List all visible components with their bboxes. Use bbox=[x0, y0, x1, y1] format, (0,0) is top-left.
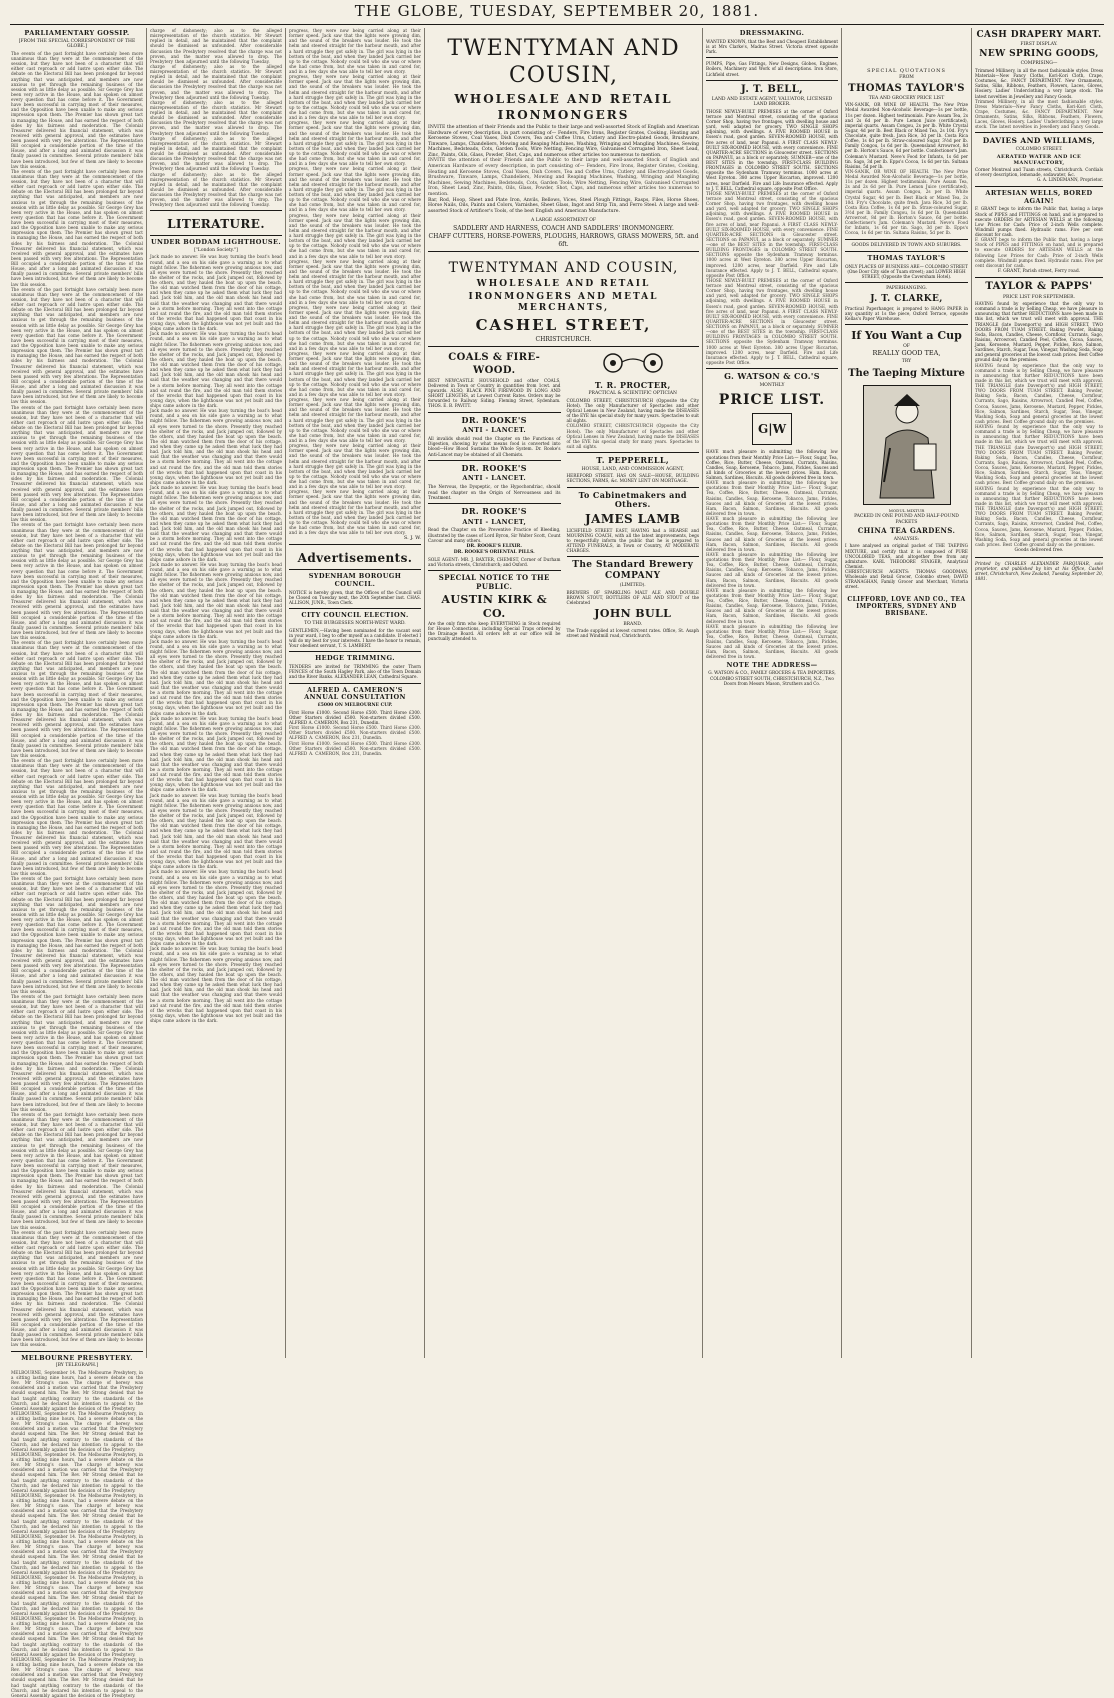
section-heading-advertisements: Advertisements. bbox=[297, 551, 413, 566]
ad-body-repeat: Trimmed Millinery, in all the most fashionable styles. Dress Materials—New Fancy Cloths, Kori-Kori Cloth, Crape, Costumes, &c. FANCY DEPARTMENT. New Ornaments, Satins, Silks, Ribbons, Feathers, Flowers, Laces, Gloves, Hosiery. Ladies' Underclothing a very large stock. The latest novelties in Jewellery and Fancy Goods. bbox=[975, 98, 1103, 130]
ad-subtitle: OF bbox=[903, 343, 910, 349]
article-body-repeat: MELBOURNE, September 14. The Melbourne Presbytery, in a sitting lasting nine hours, had a severe debate on the Rev. Mr Strong's case. The charge of heresy was considered and a motion was carried that the Presbytery should suspend him. The Rev. Mr Strong denied that he had taught anything contrary to the standards of the Church, and he declared his intention to appeal to the General Assembly against the decision of the Presbytery. bbox=[11, 1492, 143, 1534]
ad-subtitle: WHOLESALE AND RETAIL bbox=[476, 278, 651, 289]
divider bbox=[975, 132, 1103, 133]
ad-title-brewery: The Standard Brewery COMPANY bbox=[572, 560, 694, 582]
story-body: progress, they were now being carried along at their former speed. Jack saw that the lights were growing dim, and the sound of the breakers was louder. He took the helm and steered straight for the harbour mouth, and after a hard struggle they got safely in. The girl was lying in the bottom of the boat, and when they landed Jack carried her up to the cottage. Nobody could tell who she was or where she had come from, but she was taken in and cared for, and in a few days she was able to tell her own story. bbox=[289, 28, 421, 74]
ad-title: AERATED WATER AND ICE MANUFACTORY, bbox=[996, 154, 1082, 167]
article-body: MELBOURNE, September 14. The Melbourne Presbytery, in a sitting lasting nine hours, had a severe debate on the Rev. Mr Strong's case. The charge of heresy was considered and a motion was carried that the Presbytery should suspend him. The Rev. Mr Strong denied that he had taught anything contrary to the standards of the Church, and he declared his intention to appeal to the General Assembly against the decision of the Presbytery. bbox=[11, 1369, 143, 1411]
divider bbox=[428, 346, 699, 347]
article-body-repeat: The events of the past fortnight have certainly been more unanimous than they were at the commencement of the session, but they have not been of a character that will either cast reproach or add lustre upon either side. The debate on the Electoral Bill has been prolonged far beyond anything that was anticipated, and members are now anxious to get through the remaining business of the session with as little delay as possible. Sir George Grey has been very active in the House, and has spoken on almost every question that has come before it. The Government have been successful in carrying most of their measures, and the Opposition have been unable to make any serious impression upon them. The Premier has shown great tact in managing the House, and has earned the respect of both sides by his fairness and moderation. The Colonial Treasurer delivered his financial statement, which was received with general approval, and the estimates have been passed with very few alterations. The Representation Bill occupied a considerable portion of the time of the House, and after a long and animated discussion it was finally passed in committee. Several private members' bills have been introduced, but few of them are likely to become law this session. bbox=[11, 1111, 143, 1230]
ad-body: Bar, Rod, Hoop, Sheet and Plate Iron, Anvils, Bellows, Vices, Steel Plough Fittings, Rasps, Files, Horse Shoes, Horse Nails, Oils, Paints and Colors, Varnishes, Sheet Glass, Ingot and Strip Tin, and Ferro Steel. A large and well-assorted Stock of Artificer's Tools, of the best English and American Manufacture. bbox=[428, 197, 699, 214]
ad-subtitle: REALLY GOOD TEA, bbox=[872, 349, 941, 357]
ad-title-bell: J. T. BELL, bbox=[740, 83, 804, 95]
ad-title: CHINA TEA GARDENS. bbox=[857, 526, 956, 536]
ad-signature: G. A. LINDEMANN, Proprietor. bbox=[1036, 177, 1103, 183]
ad-body: WANTED KNOWN, that the Best and Cheapest Establishment is at Mrs Clarke's, Madras Street. Victoria street opposite Park. bbox=[706, 38, 838, 55]
tea-merchant-illustration bbox=[864, 386, 950, 504]
ad-body: I have analysed an original packet of THE TAEPING MIXTURE, and certify that it is composed of PURE UNCOLORED TEAS, and altogether free from any admixture. KARL THEODORE STAIGER, Analytical Chemist. bbox=[845, 543, 968, 569]
ad-body: HAVING found by experience that the only way to command a trade is by Selling Cheap, we have pleasure in announcing that further REDUCTIONS have been made in this list, which we trust will meet with approval. THE TRIANGLE (late Davenport's) and HIGH STREET, TWO DOORS FROM TUAM STREET. Baking Powder, Baking Soda, Bacon, Candles, Cheese, Cornflour, Currants, Sago, Raisins, Arrowroot, Candied Peel, Coffee, Cocoa, Sauces, Jams, Kerosene, Mustard, Pepper, Pickles, Rice, Salmon, Sardines, Starch, Sugar, Teas, Vinegar, Washing Soda, Soap and general groceries at the lowest cash prices. Best Coffee ground daily on the premises. bbox=[975, 301, 1103, 363]
ad-body: The Nervous, the Dyspeptic, or the Hypochondriac, should read the chapter on the Origin of Nervousness and its Treatment. bbox=[428, 484, 561, 500]
ad-subtitle: PRACTICAL & SCIENTIFIC OPTICIAN bbox=[588, 391, 677, 397]
ad-title-watson: G. WATSON & CO.'S bbox=[724, 371, 820, 382]
ad-subtitle: COLOMBO STREET. bbox=[1015, 146, 1063, 152]
story-body-repeat: progress, they were now being carried along at their former speed. Jack saw that the lights were growing dim, and the sound of the breakers was louder. He took the helm and steered straight for the harbour mouth, and after a hard struggle they got safely in. The girl was lying in the bottom of the boat, and when they landed Jack carried her up to the cottage. Nobody could tell who she was or where she had come from, but she was taken in and cared for, and in a few days she was able to tell her own story. bbox=[289, 443, 421, 490]
spectacles-icon bbox=[567, 352, 700, 378]
story-body-repeat: Jack made no answer. He was busy turning the boat's head round, and a sea on his side gave a warning as to what might follow. The fishermen were growing anxious now, and all eyes were turned to the shore. Presently they reached the shelter of the rocks, and Jack jumped out, followed by the others, and they hauled the boat up upon the beach. The old man watched them from the door of his cottage, and when they came up he asked them what luck they had had. Jack told him, and the old man shook his head and said that the weather was changing and that there would be a storm before morning. They all went into the cottage and sat round the fire, and the old man told them stories of the wrecks that had happened upon that coast in his young days, when the lighthouse was not yet built and the ships came ashore in the dark. bbox=[150, 408, 282, 485]
story-body-repeat: progress, they were now being carried along at their former speed. Jack saw that the lights were growing dim, and the sound of the breakers was louder. He took the helm and steered straight for the harbour mouth, and after a hard struggle they got safely in. The girl was lying in the bottom of the boat, and when they landed Jack carried her up to the cottage. Nobody could tell who she was or where she had come from, but she was taken in and cared for, and in a few days she was able to tell her own story. bbox=[289, 350, 421, 397]
ad-body: Read the Chapter on the Preventive Practice of Bleeding, illustrated by the cases of Lord Byron, Sir Walter Scott, Count Cavour and many others. bbox=[428, 527, 561, 543]
ad-body: HEREFORD STREET. HAS ON SALE—HOUSE, BUILDING SECTIONS, FARMS, &c. MONEY LENT ON MORTGAGE. bbox=[566, 473, 699, 484]
article-body-repeat: The events of the past fortnight have certainly been more unanimous than they were at the commencement of the session, but they have not been of a character that will either cast reproach or add lustre upon either side. The debate on the Electoral Bill has been prolonged far beyond anything that was anticipated, and members are now anxious to get through the remaining business of the session with as little delay as possible. Sir George Grey has been very active in the House, and has spoken on almost every question that has come before it. The Government have been successful in carrying most of their measures, and the Opposition have been unable to make any serious impression upon them. The Premier has shown great tact in managing the House, and has earned the respect of both sides by his fairness and moderation. The Colonial Treasurer delivered his financial statement, which was received with general approval, and the estimates have been passed with very few alterations. The Representation Bill occupied a considerable portion of the time of the House, and after a long and animated discussion it was finally passed in committee. Several private members' bills have been introduced, but few of them are likely to become law this session. bbox=[11, 1229, 143, 1348]
ad-body: INVITE the attention of their Friends and the Public to their large and well-assorted Stock of English and American Hardware of every description, in part consisting of— Fenders, Fire Irons, Register Grates, Cooking, Heating and Kerosene Stoves, Coal Vases, Dish Covers, Tea and Coffee Urns, Cutlery and Electro-plated Goods, Brushware, Tinware, Lamps, Chandeliers, Mowing and Reaping Machines, Washing, Wringing and Mangling Machines, Sewing Machines, Bedsteads, Cots, Garden Tools, Wire Netting, Fencing Wire, Galvanised Corrugated Iron, Sheet Lead, Zinc, Paints, Oils, Glass, Powder, Shot, Caps, and numerous other articles too numerous to mention. bbox=[428, 124, 699, 158]
ad-subtitle: ANALYSIS: bbox=[893, 536, 920, 542]
ad-body: BEST NEWCASTLE HOUSEHOLD and other COALS, Delivered in Town or Country in quantities from 1cwt. and upwards. ALSO, BLACK PINE FIREWOOD IN LONG AND SHORT LENGTHS, at Lowest Current Rates. Orders may be forwarded to Railway Siding. Fleming Street, Sydenham. THOS. E. B. PAVITT. bbox=[428, 377, 561, 409]
divider bbox=[289, 683, 421, 684]
divider bbox=[428, 412, 561, 413]
story-body-repeat: Jack made no answer. He was busy turning the boat's head round, and a sea on his side gave a warning as to what might follow. The fishermen were growing anxious now, and all eyes were turned to the shore. Presently they reached the shelter of the rocks, and Jack jumped out, followed by the others, and they hauled the boat up upon the beach. The old man watched them from the door of his cottage, and when they came up he asked them what luck they had had. Jack told him, and the old man shook his head and said that the weather was changing and that there would be a storm before morning. They all went into the cottage and sat round the fire, and the old man told them stories of the wrecks that had happened upon that coast in his young days, when the lighthouse was not yet built and the ships came ashore in the dark. bbox=[150, 485, 282, 562]
column-3 bbox=[286, 28, 425, 1358]
divider bbox=[845, 282, 968, 283]
ad-line: GOODS DELIVERED IN TOWN AND SUBURBS. bbox=[851, 242, 962, 248]
divider bbox=[428, 570, 561, 571]
divider bbox=[706, 80, 838, 81]
story-body-repeat: progress, they were now being carried along at their former speed. Jack saw that the lights were growing dim, and the sound of the breakers was louder. He took the helm and steered straight for the harbour mouth, and after a hard struggle they got safely in. The girl was lying in the bottom of the boat, and when they landed Jack carried her up to the cottage. Nobody could tell who she was or where she had come from, but she was taken in and cared for, and in a few days she was able to tell her own story. bbox=[289, 212, 421, 259]
ad-line: PACKED IN ONE POUND AND HALF-POUND PACKETS bbox=[854, 514, 959, 525]
story-source: ["London Society."] bbox=[194, 247, 238, 253]
story-body-repeat: progress, they were now being carried along at their former speed. Jack saw that the lights were growing dim, and the sound of the breakers was louder. He took the helm and steered straight for the harbour mouth, and after a hard struggle they got safely in. The girl was lying in the bottom of the boat, and when they landed Jack carried her up to the cottage. Nobody could tell who she was or where she had come from, but she was taken in and cared for, and in a few days she was able to tell her own story. bbox=[289, 74, 421, 121]
ad-title: SPECIAL NOTICE TO THE PUBLIC. bbox=[438, 573, 550, 591]
price-list-title: PRICE LIST. bbox=[718, 392, 826, 409]
article-body-repeat: MELBOURNE, September 14. The Melbourne Presbytery, in a sitting lasting nine hours, had a severe debate on the Rev. Mr Strong's case. The charge of heresy was considered and a motion was carried that the Presbytery should suspend him. The Rev. Mr Strong denied that he had taught anything contrary to the standards of the Church, and he declared his intention to appeal to the General Assembly against the decision of the Presbytery. bbox=[11, 1533, 143, 1575]
story-body-repeat: progress, they were now being carried along at their former speed. Jack saw that the lights were growing dim, and the sound of the breakers was louder. He took the helm and steered straight for the harbour mouth, and after a hard struggle they got safely in. The girl was lying in the bottom of the boat, and when they landed Jack carried her up to the cottage. Nobody could tell who she was or where she had come from, but she was taken in and cared for, and in a few days she was able to tell her own story. bbox=[289, 258, 421, 305]
ad-subtitle: ANTI - LANCET. bbox=[462, 426, 527, 435]
ad-line: DR. ROOKE'S ORIENTAL PILLS. bbox=[453, 550, 535, 556]
tea-merchant-illustration bbox=[863, 385, 951, 505]
ad-title-kirk: AUSTIN KIRK & CO. bbox=[441, 593, 548, 620]
ad-list-item: SADDLERY AND HARNESS, COACH AND SADDLERS' IRONMONGERY. bbox=[453, 224, 674, 232]
divider bbox=[289, 608, 421, 609]
ad-address: G. WATSON & CO., FAMILY GROCERS & TEA IMPORTERS, COLOMBO STREET SOUTH, CHRISTCHURCH, N.Z., Two Doors from Messrs Mason, Struthers and Co. bbox=[708, 670, 836, 686]
ad-subtitle: FIRST DISPLAY. bbox=[1020, 41, 1058, 47]
divider bbox=[567, 487, 700, 488]
ads-two-column bbox=[428, 350, 699, 641]
ad-body-repeat: HAVE much pleasure in submitting the following low quotations from their Monthly Price List:— Flour, Sugar, Tea, Coffee, Rice, Butter, Cheese, Oatmeal, Currants, Raisins, Candles, Soap, Kerosene, Tobacco, Jams, Pickles, Sauces and all kinds of Groceries at the lowest prices. Ham, Bacon, Salmon, Sardines, Biscuits. All goods delivered free in town. bbox=[706, 551, 838, 588]
packet-label: MODUL MIXTUR bbox=[888, 507, 925, 513]
ad-subtitle: MONTHLY bbox=[759, 382, 785, 388]
story-body-repeat: progress, they were now being carried along at their former speed. Jack saw that the lights were growing dim, and the sound of the breakers was louder. He took the helm and steered straight for the harbour mouth, and after a hard struggle they got safely in. The girl was lying in the bottom of the boat, and when they landed Jack carried her up to the cottage. Nobody could tell who she was or where she had come from, but she was taken in and cared for, and in a few days she was able to tell her own story. bbox=[289, 120, 421, 167]
ad-body: SOLE AGENT: MR. J. BAXTER, CHEMIST, Corner of Durham and Victoria streets, Christchurch; and Oxford. bbox=[428, 556, 561, 567]
ad-body-repeat: HAVING found by experience that the only way to command a trade is by Selling Cheap, we have pleasure in announcing that further REDUCTIONS have been made in this list, which we trust will meet with approval. THE TRIANGLE (late Davenport's) and HIGH STREET, TWO DOORS FROM TUAM STREET. Baking Powder, Baking Soda, Bacon, Candles, Cheese, Cornflour, Currants, Sago, Raisins, Arrowroot, Candied Peel, Coffee, Cocoa, Sauces, Jams, Kerosene, Mustard, Pepper, Pickles, Rice, Salmon, Sardines, Starch, Sugar, Teas, Vinegar, Washing Soda, Soap and general groceries at the lowest cash prices. Best Coffee ground daily on the premises. bbox=[975, 424, 1103, 486]
ad-subtitle: HOUSE, LAND, AND COMMISSION AGENT, bbox=[581, 466, 684, 472]
ad-body-repeat: First Horse £1000. Second Horse £500. Third Horse £300. Other Starters divided £500. Non-starters divided £500. ALFRED A. CAMERON, Box 231, Dunedin. bbox=[289, 740, 421, 756]
ad-body-repeat: HAVING found by experience that the only way to command a trade is by Selling Cheap, we have pleasure in announcing that further REDUCTIONS have been made in this list, which we trust will meet with approval. THE TRIANGLE (late Davenport's) and HIGH STREET, TWO DOORS FROM TUAM STREET. Baking Powder, Baking Soda, Bacon, Candles, Cheese, Cornflour, Currants, Sago, Raisins, Arrowroot, Candied Peel, Coffee, Cocoa, Sauces, Jams, Kerosene, Mustard, Pepper, Pickles, Rice, Salmon, Sardines, Starch, Sugar, Teas, Vinegar, Washing Soda, Soap and general groceries at the lowest cash prices. Best Coffee ground daily on the premises. bbox=[975, 485, 1103, 547]
newspaper-page bbox=[8, 28, 1106, 1698]
ad-heading: PAPERHANGING. bbox=[886, 286, 927, 292]
ad-subtitle: TRY bbox=[901, 358, 912, 364]
column-4 bbox=[425, 28, 703, 1358]
article-body-repeat: MELBOURNE, September 14. The Melbourne Presbytery, in a sitting lasting nine hours, had a severe debate on the Rev. Mr Strong's case. The charge of heresy was considered and a motion was carried that the Presbytery should suspend him. The Rev. Mr Strong denied that he had taught anything contrary to the standards of the Church, and he declared his intention to appeal to the General Assembly against the decision of the Presbytery. bbox=[11, 1451, 143, 1493]
ad-title: ARTESIAN WELLS, BORED AGAIN! bbox=[985, 188, 1093, 205]
divider bbox=[289, 544, 421, 545]
ad-body: LICHFIELD STREET EAST, HAVING had a HEARSE and MOURNING COACH, with all the latest improvements, begs to respectfully inform the public that he is prepared to ATTEND FUNERALS, in Town or Country, AT MODERATE CHARGES. bbox=[566, 527, 699, 554]
article-body-repeat: The events of the past fortnight have certainly been more unanimous than they were at the commencement of the session, but they have not been of a character that will either cast reproach or add lustre upon either side. The debate on the Electoral Bill has been prolonged far beyond anything that was anticipated, and members are now anxious to get through the remaining business of the session with as little delay as possible. Sir George Grey has been very active in the House, and has spoken on almost every question that has come before it. The Government have been successful in carrying most of their measures, and the Opposition have been unable to make any serious impression upon them. The Premier has shown great tact in managing the House, and has earned the respect of both sides by his fairness and moderation. The Colonial Treasurer delivered his financial statement, which was received with general approval, and the estimates have been passed with very few alterations. The Representation Bill occupied a considerable portion of the time of the House, and after a long and animated discussion it was finally passed in committee. Several private members' bills have been introduced, but few of them are likely to become law this session. bbox=[11, 404, 143, 523]
ad-body: TENDERS are invited for TRIMMING the outer Thorn FENCES of the South Hagley Park, also of the Town Domain and the River Banks. ALEXANDER LEAN, Cathedral Square. bbox=[289, 664, 421, 680]
ad-title-john-bull: JOHN BULL bbox=[594, 607, 672, 621]
ad-subtitle: CASHEL STREET, bbox=[475, 315, 652, 334]
ad-title: DR. ROOKE'S bbox=[461, 462, 527, 473]
ad-body-repeat: VIN-SANIK, OR WINE OF HEALTH. The New Prize Medal Awarded Non-Alcoholic Beverage—1s per bottle, 11s per dozen. Highest testimonials. Pure Assam Tea, 2s and 2s 6d per lb. Pure Lemon Juice (certificated), imperial quarts. Assam Congou, 2s per lb. White Crystal Sugar, 4d per lb. Best Black or Mixed Tea, 2s 10d. Fry's Chocolate, quite fresh. Java Rice, 3d per lb. Costa Rica Coffee, 1s 6d per lb. Straw-coloured Sugar, 3½d per lb. Family Congou, 1s 6d per lb. Queensland Arrowroot, 8d per lb. Horton's Sauce, 6d per bottle. Confectioner's Jam. Coleman's Mustard. Neve's Food for Infants, 1s 6d per tin. Sago, 3d per lb. Epps's Cocoa, 1s 6d per tin. Sultana Raisins, 5d per lb. bbox=[845, 168, 968, 236]
ad-body: GENTLEMEN,—Having been nominated for the vacant seat in your ward, I beg to offer myself as a candidate. If elected I will do my best for your interests. I have the honor to remain, Your obedient servant, T. S. LAMBERT. bbox=[289, 627, 421, 649]
ad-footer: NOTE THE ADDRESS— bbox=[726, 660, 818, 669]
article-body: The events of the past fortnight have certainly been more unanimous than they were at the commencement of the session, but they have not been of a character that will either cast reproach or add lustre upon either side. The debate on the Electoral Bill has been prolonged far beyond anything that was anticipated, and members are now anxious to get through the remaining business of the session with as little delay as possible. Sir George Grey has been very active in the House, and has spoken on almost every question that has come before it. The Government have been successful in carrying most of their measures, and the Opposition have been unable to make any serious impression upon them. The Premier has shown great tact in managing the House, and has earned the respect of both sides by his fairness and moderation. The Colonial Treasurer delivered his financial statement, which was received with general approval, and the estimates have been passed with very few alterations. The Representation Bill occupied a considerable portion of the time of the House, and after a long and animated discussion it was finally passed in committee. Several private members' bills have been introduced, but few of them are likely to become law this session. bbox=[11, 50, 143, 169]
divider bbox=[150, 235, 282, 236]
ad-body: Are the only firm who keep EVERYTHING in Stock required for House Connections, including Special Traps ordered by the Drainage Board. All orders left at our office will be punctually attended to. bbox=[428, 620, 561, 642]
column-1 bbox=[8, 28, 147, 1698]
article-body-repeat: The events of the past fortnight have certainly been more unanimous than they were at the commencement of the session, but they have not been of a character that will either cast reproach or add lustre upon either side. The debate on the Electoral Bill has been prolonged far beyond anything that was anticipated, and members are now anxious to get through the remaining business of the session with as little delay as possible. Sir George Grey has been very active in the House, and has spoken on almost every question that has come before it. The Government have been successful in carrying most of their measures, and the Opposition have been unable to make any serious impression upon them. The Premier has shown great tact in managing the House, and has earned the respect of both sides by his fairness and moderation. The Colonial Treasurer delivered his financial statement, which was received with general approval, and the estimates have been passed with very few alterations. The Representation Bill occupied a considerable portion of the time of the House, and after a long and animated discussion it was finally passed in committee. Several private members' bills have been introduced, but few of them are likely to become law this session. bbox=[11, 876, 143, 994]
story-body-repeat: Jack made no answer. He was busy turning the boat's head round, and a sea on his side gave a warning as to what might follow. The fishermen were growing anxious now, and all eyes were turned to the shore. Presently they reached the shelter of the rocks, and Jack jumped out, followed by the others, and they hauled the boat up upon the beach. The old man watched them from the door of his cottage, and when they came up he asked them what luck they had had. Jack told him, and the old man shook his head and said that the weather was changing and that there would be a storm before morning. They all went into the cottage and sat round the fire, and the old man told them stories of the wrecks that had happened upon that coast in his young days, when the lighthouse was not yet built and the ships came ashore in the dark. bbox=[150, 638, 282, 716]
ad-title: SYDENHAM BOROUGH COUNCIL. bbox=[308, 572, 402, 589]
divider bbox=[11, 1351, 143, 1352]
divider bbox=[567, 556, 700, 557]
ad-subtitle: BRAND. bbox=[623, 621, 643, 627]
ad-body-repeat: HAVE much pleasure in submitting the following low quotations from their Monthly Price List:— Flour, Sugar, Tea, Coffee, Rice, Butter, Cheese, Oatmeal, Currants, Raisins, Candles, Soap, Kerosene, Tobacco, Jams, Pickles, Sauces and all kinds of Groceries at the lowest prices. Ham, Bacon, Salmon, Sardines, Biscuits. All goods delivered free in town. bbox=[706, 480, 838, 516]
article-body-repeat: charge of dishonesty; also as to the alleged misrepresentation of the church statistics. Mr Stewart replied in detail, and he maintained that the complaint should be dismissed as unfounded. After considerable discussion the Presbytery resolved that the charge was not proven, and the matter was allowed to drop. The Presbytery then adjourned until the following Tuesday. bbox=[150, 135, 282, 172]
article-body-repeat: MELBOURNE, September 14. The Melbourne Presbytery, in a sitting lasting nine hours, had a severe debate on the Rev. Mr Strong's case. The charge of heresy was considered and a motion was carried that the Presbytery should suspend him. The Rev. Mr Strong denied that he had taught anything contrary to the standards of the Church, and he declared his intention to appeal to the General Assembly against the decision of the Presbytery. bbox=[11, 1656, 143, 1698]
story-body-repeat: Jack made no answer. He was busy turning the boat's head round, and a sea on his side gave a warning as to what might follow. The fishermen were growing anxious now, and all eyes were turned to the shore. Presently they reached the shelter of the rocks, and Jack jumped out, followed by the others, and they hauled the boat up upon the beach. The old man watched them from the door of his cottage, and when they came up he asked them what luck they had had. Jack told him, and the old man shook his head and said that the weather was changing and that there would be a storm before morning. They all went into the cottage and sat round the fire, and the old man told them stories of the wrecks that had happened upon that coast in his young days, when the lighthouse was not yet built and the ships came ashore in the dark. bbox=[150, 715, 282, 793]
article-body-repeat: The events of the past fortnight have certainly been more unanimous than they were at the commencement of the session, but they have not been of a character that will either cast reproach or add lustre upon either side. The debate on the Electoral Bill has been prolonged far beyond anything that was anticipated, and members are now anxious to get through the remaining business of the session with as little delay as possible. Sir George Grey has been very active in the House, and has spoken on almost every question that has come before it. The Government have been successful in carrying most of their measures, and the Opposition have been unable to make any serious impression upon them. The Premier has shown great tact in managing the House, and has earned the respect of both sides by his fairness and moderation. The Colonial Treasurer delivered his financial statement, which was received with general approval, and the estimates have been passed with very few alterations. The Representation Bill occupied a considerable portion of the time of the House, and after a long and animated discussion it was finally passed in committee. Several private members' bills have been introduced, but few of them are likely to become law this session. bbox=[11, 640, 143, 759]
article-body-repeat: charge of dishonesty; also as to the alleged misrepresentation of the church statistics. Mr Stewart replied in detail, and he maintained that the complaint should be dismissed as unfounded. After considerable discussion the Presbytery resolved that the charge was not proven, and the matter was allowed to drop. The Presbytery then adjourned until the following Tuesday. bbox=[150, 63, 282, 100]
ad-body-repeat: HAVE much pleasure in submitting the following low quotations from their Monthly Price List:— Flour, Sugar, Tea, Coffee, Rice, Butter, Cheese, Oatmeal, Currants, Raisins, Candles, Soap, Kerosene, Tobacco, Jams, Pickles, Sauces and all kinds of Groceries at the lowest prices. Ham, Bacon, Salmon, Sardines, Biscuits. All goods delivered free in town. bbox=[706, 516, 838, 552]
ad-body-repeat: First Horse £1000. Second Horse £500. Third Horse £300. Other Starters divided £500. Non-starters divided £500. ALFRED A. CAMERON, Box 231, Dunedin. bbox=[289, 725, 421, 741]
ad-body: Practical Paperhanger, is prepared to HANG PAPER in any quantity at 1s the piece, Oxford Terrace, opposite Kellas's Paper Warehouse. bbox=[845, 305, 968, 321]
column-7 bbox=[972, 28, 1106, 1358]
story-body-repeat: Jack made no answer. He was busy turning the boat's head round, and a sea on his side gave a warning as to what might follow. The fishermen were growing anxious now, and all eyes were turned to the shore. Presently they reached the shelter of the rocks, and Jack jumped out, followed by the others, and they hauled the boat up upon the beach. The old man watched them from the door of his cottage, and when they came up he asked them what luck they had had. Jack told him, and the old man shook his head and said that the weather was changing and that there would be a storm before morning. They all went into the cottage and sat round the fire, and the old man told them stories of the wrecks that had happened upon that coast in his young days, when the lighthouse was not yet built and the ships came ashore in the dark. bbox=[150, 561, 282, 639]
ad-body: HAVE much pleasure in submitting the following low quotations from their Monthly Price List:— Flour, Sugar, Tea, Coffee, Rice, Butter, Cheese, Oatmeal, Currants, Raisins, Candles, Soap, Kerosene, Tobacco, Jams, Pickles, Sauces and all kinds of Groceries at the lowest prices. Ham, Bacon, Salmon, Sardines, Biscuits. All goods delivered free in town. bbox=[706, 449, 838, 481]
story-body-repeat: Jack made no answer. He was busy turning the boat's head round, and a sea on his side gave a warning as to what might follow. The fishermen were growing anxious now, and all eyes were turned to the shore. Presently they reached the shelter of the rocks, and Jack jumped out, followed by the others, and they hauled the boat up upon the beach. The old man watched them from the door of his cottage, and when they came up he asked them what luck they had had. Jack told him, and the old man shook his head and said that the weather was changing and that there would be a storm before morning. They all went into the cottage and sat round the fire, and the old man told them stories of the wrecks that had happened upon that coast in his young days, when the lighthouse was not yet built and the ships came ashore in the dark. bbox=[150, 946, 282, 1024]
ad-title: CITY COUNCIL ELECTION. bbox=[301, 611, 409, 620]
article-body-repeat: MELBOURNE, September 14. The Melbourne Presbytery, in a sitting lasting nine hours, had a severe debate on the Rev. Mr Strong's case. The charge of heresy was considered and a motion was carried that the Presbytery should suspend him. The Rev. Mr Strong denied that he had taught anything contrary to the standards of the Church, and he declared his intention to appeal to the General Assembly against the decision of the Presbytery. bbox=[11, 1615, 143, 1657]
ad-body-repeat: HAVE much pleasure in submitting the following low quotations from their Monthly Price List:— Flour, Sugar, Tea, Coffee, Rice, Butter, Cheese, Oatmeal, Currants, Raisins, Candles, Soap, Kerosene, Tobacco, Jams, Pickles, Sauces and all kinds of Groceries at the lowest prices. Ham, Bacon, Salmon, Sardines, Biscuits. All goods delivered free in town. bbox=[706, 587, 838, 624]
ad-title-davies: DAVIES AND WILLIAMS, bbox=[982, 136, 1096, 146]
ad-title-coals: COALS & FIRE-WOOD. bbox=[448, 352, 541, 376]
ad-body-repeat: THOSE NEWLY-BUILT PREMISES at the corner of Oxford terrace and Montreal street, consisting of the spacious Corner Shop, having two frontages, with dwelling house and yard, well adapted for grocery. TWO SINGLE SHOPS adjoining, with dwellings. A FIVE ROOMED HOUSE in Essex's road, good garden. SEVEN-ROOMED HOUSE, with five acres of land, near Papanui. A FIRST CLASS NEWLY-BUILT SIX-ROOMED HOUSE, with every convenience. FINE QUARTER-ACRE SECTIONS in Gloucester street. SECTIONS on PAPANUI, as a block or separately. SUMNER—one of the BEST SITES in the township. FIRST-CLASS BUILDING FRONTAGES in COLOMBO STREET SOUTH. SECTIONS opposite the Sydenham Tramway terminus. 1000 acres at West Eyreton. 380 acres Upper Riccarton, improved. 1200 acres, near Darfield. Fire and Life Insurance effected. Apply to J. T. BELL, Cathedral square, opposite Post Office. bbox=[706, 190, 838, 278]
ad-footer: CLIFFORD, LOVE AND CO., TEA IMPORTERS, SYDNEY AND BRISBANE. bbox=[847, 595, 966, 618]
ad-subtitle: IRONMONGERS AND METAL MERCHANTS, bbox=[468, 291, 659, 313]
ad-subtitle: TEA AND GROCERY PRICE LIST bbox=[868, 95, 945, 101]
divider bbox=[289, 569, 421, 570]
ad-title-lamb: JAMES LAMB bbox=[585, 512, 681, 527]
ad-title-cup: If You Want a Cup bbox=[851, 329, 962, 343]
story-body: Jack made no answer. He was busy turning the boat's head round, and a sea on his side gave a warning as to what might follow. The fishermen were growing anxious now, and all eyes were turned to the shore. Presently they reached the shelter of the rocks, and Jack jumped out, followed by the others, and they hauled the boat up upon the beach. The old man watched them from the door of his cottage, and when they came up he asked them what luck they had had. Jack told him, and the old man shook his head and said that the weather was changing and that there would be a storm before morning. They all went into the cottage and sat round the fire, and the old man told them stories of the wrecks that had happened upon that coast in his young days, when the lighthouse was not yet built and the ships came ashore in the dark. bbox=[150, 254, 282, 332]
ad-heading: SPECIAL QUOTATIONS bbox=[867, 68, 946, 74]
ad-title-taylor: THOMAS TAYLOR'S bbox=[848, 82, 965, 94]
article-heading: MELBOURNE PRESBYTERY. bbox=[21, 1353, 133, 1362]
story-body-repeat: progress, they were now being carried along at their former speed. Jack saw that the lights were growing dim, and the sound of the breakers was louder. He took the helm and steered straight for the harbour mouth, and after a hard struggle they got safely in. The girl was lying in the bottom of the boat, and when they landed Jack carried her up to the cottage. Nobody could tell who she was or where she had come from, but she was taken in and cared for, and in a few days she was able to tell her own story. bbox=[289, 397, 421, 443]
ad-body: PUMPS, Pipe, Gas Fittings, New Designs, Globes, Engines, Boilers, Machinery and Work of all descriptions. Iron Store, Lichfield street. bbox=[706, 61, 838, 77]
article-body-repeat: charge of dishonesty; also as to the alleged misrepresentation of the church statistics. Mr Stewart replied in detail, and he maintained that the complaint should be dismissed as unfounded. After considerable discussion the Presbytery resolved that the charge was not proven, and the matter was allowed to drop. The Presbytery then adjourned until the following Tuesday. bbox=[150, 99, 282, 136]
ad-body-repeat: HAVING found by experience that the only way to command a trade is by Selling Cheap, we have pleasure in announcing that further REDUCTIONS have been made in this list, which we trust will meet with approval. THE TRIANGLE (late Davenport's) and HIGH STREET, TWO DOORS FROM TUAM STREET. Baking Powder, Baking Soda, Bacon, Candles, Cheese, Cornflour, Currants, Sago, Raisins, Arrowroot, Candied Peel, Coffee, Cocoa, Sauces, Jams, Kerosene, Mustard, Pepper, Pickles, Rice, Salmon, Sardines, Starch, Sugar, Teas, Vinegar, Washing Soda, Soap and general groceries at the lowest cash prices. Best Coffee ground daily on the premises. bbox=[975, 362, 1103, 424]
ad-subtitle: £5000 ON MELBOURNE CUP. bbox=[317, 703, 393, 709]
ad-subtitle: CHRISTCHURCH. bbox=[535, 336, 592, 344]
article-body-repeat: The events of the past fortnight have certainly been more unanimous than they were at the commencement of the session, but they have not been of a character that will either cast reproach or add lustre upon either side. The debate on the Electoral Bill has been prolonged far beyond anything that was anticipated, and members are now anxious to get through the remaining business of the session with as little delay as possible. Sir George Grey has been very active in the House, and has spoken on almost every question that has come before it. The Government have been successful in carrying most of their measures, and the Opposition have been unable to make any serious impression upon them. The Premier has shown great tact in managing the House, and has earned the respect of both sides by his fairness and moderation. The Colonial Treasurer delivered his financial statement, which was received with general approval, and the estimates have been passed with very few alterations. The Representation Bill occupied a considerable portion of the time of the House, and after a long and animated discussion it was finally passed in committee. Several private members' bills have been introduced, but few of them are likely to become law this session. bbox=[11, 758, 143, 876]
divider bbox=[845, 324, 968, 325]
spectacles-icon bbox=[593, 352, 673, 374]
divider bbox=[845, 239, 968, 240]
ad-title-taeping: The Taeping Mixture bbox=[848, 368, 965, 380]
article-body-repeat: The events of the past fortnight have certainly been more unanimous than they were at the commencement of the session, but they have not been of a character that will either cast reproach or add lustre upon either side. The debate on the Electoral Bill has been prolonged far beyond anything that was anticipated, and members are now anxious to get through the remaining business of the session with as little delay as possible. Sir George Grey has been very active in the House, and has spoken on almost every question that has come before it. The Government have been successful in carrying most of their measures, and the Opposition have been unable to make any serious impression upon them. The Premier has shown great tact in managing the House, and has earned the respect of both sides by his fairness and moderation. The Colonial Treasurer delivered his financial statement, which was received with general approval, and the estimates have been passed with very few alterations. The Representation Bill occupied a considerable portion of the time of the House, and after a long and animated discussion it was finally passed in committee. Several private members' bills have been introduced, but few of them are likely to become law this session. bbox=[11, 993, 143, 1112]
column-5 bbox=[703, 28, 842, 1358]
ad-title: To Cabinetmakers and Others. bbox=[578, 489, 687, 510]
ad-body: VIN-SANIK, OR WINE OF HEALTH. The New Prize Medal Awarded Non-Alcoholic Beverage—1s per bottle, 11s per dozen. Highest testimonials. Pure Assam Tea, 2s and 2s 6d per lb. Pure Lemon Juice (certificated), imperial quarts. Assam Congou, 2s per lb. White Crystal Sugar, 4d per lb. Best Black or Mixed Tea, 2s 10d. Fry's Chocolate, quite fresh. Java Rice, 3d per lb. Costa Rica Coffee, 1s 6d per lb. Straw-coloured Sugar, 3½d per lb. Family Congou, 1s 6d per lb. Queensland Arrowroot, 8d per lb. Horton's Sauce, 6d per bottle. Confectioner's Jam. Coleman's Mustard. Neve's Food for Infants, 1s 6d per tin. Sago, 3d per lb. Epps's Cocoa, 1s 6d per tin. Sultana Raisins, 5d per lb. bbox=[845, 102, 968, 169]
ad-body: NOTICE is hereby given, that the Offices of the Council will be Closed on Tuesday next, the 20th September inst. CHAS. ALLISON, JUNR., Town Clerk. bbox=[289, 589, 421, 606]
article-body-repeat: MELBOURNE, September 14. The Melbourne Presbytery, in a sitting lasting nine hours, had a severe debate on the Rev. Mr Strong's case. The charge of heresy was considered and a motion was carried that the Presbytery should suspend him. The Rev. Mr Strong denied that he had taught anything contrary to the standards of the Church, and he declared his intention to appeal to the General Assembly against the decision of the Presbytery. bbox=[11, 1410, 143, 1452]
story-body-repeat: progress, they were now being carried along at their former speed. Jack saw that the lights were growing dim, and the sound of the breakers was louder. He took the helm and steered straight for the harbour mouth, and after a hard struggle they got safely in. The girl was lying in the bottom of the boat, and when they landed Jack carried her up to the cottage. Nobody could tell who she was or where she had come from, but she was taken in and cared for, and in a few days she was able to tell her own story. bbox=[289, 166, 421, 213]
divider bbox=[975, 186, 1103, 187]
section-heading-literature: LITERATURE. bbox=[167, 217, 265, 232]
divider bbox=[706, 368, 838, 369]
ad-subtitle: TO THE BURGESSES NORTH-WEST WARD. bbox=[304, 621, 406, 627]
ad-body-repeat: INVITE the attention of their Friends and the Public to their large and well-assorted Stock of English and American Hardware of every description, in part consisting of— Fenders, Fire Irons, Register Grates, Cooking, Heating and Kerosene Stoves, Coal Vases, Dish Covers, Tea and Coffee Urns, Cutlery and Electro-plated Goods, Brushware, Tinware, Lamps, Chandeliers, Mowing and Reaping Machines, Washing, Wringing and Mangling Machines, Sewing Machines, Bedsteads, Cots, Garden Tools, Wire Netting, Fencing Wire, Galvanised Corrugated Iron, Sheet Lead, Zinc, Paints, Oils, Glass, Powder, Shot, Caps, and numerous other articles too numerous to mention. bbox=[428, 158, 699, 198]
ad-body: Corner Montreal and Tuam streets, Christchurch. Cordials of every description, lemonade, sodawater, &c. bbox=[975, 167, 1103, 178]
divider bbox=[428, 251, 699, 252]
ad-title-twentyman: TWENTYMAN AND COUSIN, bbox=[448, 259, 679, 276]
story-body-repeat: progress, they were now being carried along at their former speed. Jack saw that the lights were growing dim, and the sound of the breakers was louder. He took the helm and steered straight for the harbour mouth, and after a hard struggle they got safely in. The girl was lying in the bottom of the boat, and when they landed Jack carried her up to the cottage. Nobody could tell who she was or where she had come from, but she was taken in and cared for, and in a few days she was able to tell her own story. bbox=[289, 304, 421, 351]
ad-subtitle: IRONMONGERS bbox=[497, 108, 630, 123]
ad-subtitle: (LIMITED). bbox=[619, 583, 646, 589]
ad-list-item: CHAFF CUTTERS, HORSE-POWERS, PLOUGHS, HARROWS, GRASS MOWERS, 5ft. and 6ft. bbox=[428, 233, 699, 248]
ad-body: BREWERS OF SPARKLING MALT ALE AND DOUBLE BROWN STOUT, BOTTLERS OF ALE AND STOUT of the Celebrated bbox=[566, 589, 699, 605]
divider bbox=[428, 503, 561, 504]
ads-right bbox=[567, 350, 700, 641]
ad-title: THOMAS TAYLOR'S bbox=[867, 253, 946, 262]
ad-title-clarke: J. T. CLARKE, bbox=[870, 293, 943, 304]
ad-title-cash-drapery: CASH DRAPERY MART. bbox=[976, 30, 1102, 40]
ad-title: DR. ROOKE'S bbox=[461, 505, 527, 516]
printer-imprint: Printed by CHARLES ALEXANDER FARQUHAR, sole proprietor, and published by him at his Office, Cashel street, Christchurch, New Zealand, Tuesday, September 20, 1881. bbox=[975, 560, 1103, 581]
ad-subtitle: ANTI - LANCET. bbox=[462, 474, 527, 483]
article-body-repeat: charge of dishonesty; also as to the alleged misrepresentation of the church statistics. Mr Stewart replied in detail, and he maintained that the complaint should be dismissed as unfounded. After considerable discussion the Presbytery resolved that the charge was not proven, and the matter was allowed to drop. The Presbytery then adjourned until the following Tuesday. bbox=[150, 171, 282, 208]
ad-body: All invalids should read the Chapter on the Functions of Digestion, showing by what means food is converted into blood—How Blood Sustains the Whole System. Dr. Rooke's Anti-Lancet may be obtained of all Chemists. bbox=[428, 436, 561, 457]
story-body-repeat: Jack made no answer. He was busy turning the boat's head round, and a sea on his side gave a warning as to what might follow. The fishermen were growing anxious now, and all eyes were turned to the shore. Presently they reached the shelter of the rocks, and Jack jumped out, followed by the others, and they hauled the boat up upon the beach. The old man watched them from the door of his cottage, and when they came up he asked them what luck they had had. Jack told him, and the old man shook his head and said that the weather was changing and that there would be a storm before morning. They all went into the cottage and sat round the fire, and the old man told them stories of the wrecks that had happened upon that coast in his young days, when the lighthouse was not yet built and the ships came ashore in the dark. bbox=[150, 792, 282, 870]
ad-line: DR. ROOKE'S ELIXIR. bbox=[466, 543, 522, 549]
divider bbox=[975, 557, 1103, 558]
ad-body: Trimmed Millinery, in all the most fashionable styles. Dress Materials—New Fancy Cloths, Kori-Kori Cloth, Crape, Costumes, &c. FANCY DEPARTMENT. New Ornaments, Satins, Silks, Ribbons, Feathers, Flowers, Laces, Gloves, Hosiery. Ladies' Underclothing a very large stock. The latest novelties in Jewellery and Fancy Goods. bbox=[975, 67, 1103, 99]
column-6 bbox=[842, 28, 972, 1358]
ad-title-taylor-papps: TAYLOR & PAPPS' bbox=[985, 281, 1093, 293]
ad-body: First Horse £1000. Second Horse £500. Third Horse £300. Other Starters divided £500. Non-starters divided £500. ALFRED A. CAMERON, Box 231, Dunedin. bbox=[289, 709, 421, 726]
divider bbox=[150, 210, 282, 211]
ad-body: F. GRANT begs to inform the Public that, having a large Stock of PIPES and FITTINGS on hand, and is prepared to execute ORDERS for ARTESIAN WELLS at the following Low Prices for Cash: Price of 2-inch Wells complete. Windmill pumps fixed. Hydraulic rams. Five per cent discount for cash. bbox=[975, 206, 1103, 238]
divider bbox=[567, 452, 700, 453]
divider bbox=[975, 277, 1103, 278]
ad-body: The Trade supplied at lowest current rates. Office, St. Asaph street and Windmill road, Christchurch. bbox=[566, 628, 699, 639]
ad-body: COLOMBO STREET, CHRISTCHURCH (Opposite the City Hotel). The only Manufacturer of Spectacles and other Optical Lenses in New Zealand, having made the DISEASES of the EYE his special study for many years. Spectacles to suit all sights. bbox=[566, 397, 699, 424]
divider bbox=[428, 460, 561, 461]
ad-body-repeat: THOSE NEWLY-BUILT PREMISES at the corner of Oxford terrace and Montreal street, consisting of the spacious Corner Shop, having two frontages, with dwelling house and yard, well adapted for grocery. TWO SINGLE SHOPS adjoining, with dwellings. A FIVE ROOMED HOUSE in Essex's road, good garden. SEVEN-ROOMED HOUSE, with five acres of land, near Papanui. A FIRST CLASS NEWLY-BUILT SIX-ROOMED HOUSE, with every convenience. FINE QUARTER-ACRE SECTIONS in Gloucester street. SECTIONS on PAPANUI, as a block or separately. SUMNER—one of the BEST SITES in the township. FIRST-CLASS BUILDING FRONTAGES in COLOMBO STREET SOUTH. SECTIONS opposite the Sydenham Tramway terminus. 1000 acres at West Eyreton. 380 acres Upper Riccarton, improved. 1200 acres, near Darfield. Fire and Life Insurance effected. Apply to J. T. BELL, Cathedral square, opposite Post Office. bbox=[706, 277, 838, 365]
ad-subtitle: COMPRISING— bbox=[1020, 61, 1058, 67]
ad-body: ONLY PLACES OF BUSINESS ARE— COLOMBO STREET (One Door City side of Tuam street); and LOWER HIGH STREET, (Opposite the Caversham Hotel). bbox=[845, 263, 968, 280]
article-byline: [BY TELEGRAPH.] bbox=[55, 1363, 99, 1369]
ad-title-procter: T. R. PROCTER, bbox=[594, 379, 671, 390]
ad-title: ALFRED A. CAMERON'S ANNUAL CONSULTATION bbox=[304, 685, 406, 702]
ad-body: THOSE NEWLY-BUILT PREMISES at the corner of Oxford terrace and Montreal street, consisting of the spacious Corner Shop, having two frontages, with dwelling house and yard, well adapted for grocery. TWO SINGLE SHOPS adjoining, with dwellings. A FIVE ROOMED HOUSE in Essex's road, good garden. SEVEN-ROOMED HOUSE, with five acres of land, near Papanui. A FIRST CLASS NEWLY-BUILT SIX-ROOMED HOUSE, with every convenience. FINE QUARTER-ACRE SECTIONS in Gloucester street. SECTIONS on PAPANUI, as a block or separately. SUMNER—one of the BEST SITES in the township. FIRST-CLASS BUILDING FRONTAGES in COLOMBO STREET SOUTH. SECTIONS opposite the Sydenham Tramway terminus. 1000 acres at West Eyreton. 380 acres Upper Riccarton, improved. 1200 acres, near Darfield. Fire and Life Insurance effected. Apply to J. T. BELL, Cathedral square, opposite Post Office. bbox=[706, 108, 838, 191]
article-body-repeat: MELBOURNE, September 14. The Melbourne Presbytery, in a sitting lasting nine hours, had a severe debate on the Rev. Mr Strong's case. The charge of heresy was considered and a motion was carried that the Presbytery should suspend him. The Rev. Mr Strong denied that he had taught anything contrary to the standards of the Church, and he declared his intention to appeal to the General Assembly against the decision of the Presbytery. bbox=[11, 1574, 143, 1616]
article-body-repeat: The events of the past fortnight have certainly been more unanimous than they were at the commencement of the session, but they have not been of a character that will either cast reproach or add lustre upon either side. The debate on the Electoral Bill has been prolonged far beyond anything that was anticipated, and members are now anxious to get through the remaining business of the session with as little delay as possible. Sir George Grey has been very active in the House, and has spoken on almost every question that has come before it. The Government have been successful in carrying most of their measures, and the Opposition have been unable to make any serious impression upon them. The Premier has shown great tact in managing the House, and has earned the respect of both sides by his fairness and moderation. The Colonial Treasurer delivered his financial statement, which was received with general approval, and the estimates have been passed with very few alterations. The Representation Bill occupied a considerable portion of the time of the House, and after a long and animated discussion it was finally passed in committee. Several private members' bills have been introduced, but few of them are likely to become law this session. bbox=[11, 522, 143, 641]
ad-heading: FROM bbox=[899, 75, 914, 81]
story-body-repeat: Jack made no answer. He was busy turning the boat's head round, and a sea on his side gave a warning as to what might follow. The fishermen were growing anxious now, and all eyes were turned to the shore. Presently they reached the shelter of the rocks, and Jack jumped out, followed by the others, and they hauled the boat up upon the beach. The old man watched them from the door of his cottage, and when they came up he asked them what luck they had had. Jack told him, and the old man shook his head and said that the weather was changing and that there would be a storm before morning. They all went into the cottage and sat round the fire, and the old man told them stories of the wrecks that had happened upon that coast in his young days, when the lighthouse was not yet built and the ships came ashore in the dark. bbox=[150, 331, 282, 409]
ad-body-repeat: F. GRANT begs to inform the Public that, having a large Stock of PIPES and FITTINGS on hand, and is prepared to execute ORDERS for ARTESIAN WELLS at the following Low Prices for Cash: Price of 2-inch Wells complete. Windmill pumps fixed. Hydraulic rams. Five per cent discount for cash. bbox=[975, 237, 1103, 268]
ad-subtitle: LAND AND ESTATE AGENT, VALUATOR, LICENSED LAND BROKER. bbox=[711, 96, 833, 108]
ad-body-repeat: COLOMBO STREET, CHRISTCHURCH (Opposite the City Hotel). The only Manufacturer of Spectacles and other Optical Lenses in New Zealand, having made the DISEASES of the EYE his special study for many years. Spectacles to suit all sights. bbox=[566, 423, 699, 449]
ad-title: HEDGE TRIMMING. bbox=[315, 654, 395, 663]
ad-title-pepperell: T. PEPPERELL, bbox=[596, 455, 670, 466]
story-title: UNDER BODDAM LIGHTHOUSE. bbox=[150, 238, 282, 246]
story-signature: S. J. W. bbox=[403, 535, 421, 542]
gw-logo: G|W bbox=[752, 413, 792, 445]
article-body-repeat: The events of the past fortnight have certainly been more unanimous than they were at the commencement of the session, but they have not been of a character that will either cast reproach or add lustre upon either side. The debate on the Electoral Bill has been prolonged far beyond anything that was anticipated, and members are now anxious to get through the remaining business of the session with as little delay as possible. Sir George Grey has been very active in the House, and has spoken on almost every question that has come before it. The Government have been successful in carrying most of their measures, and the Opposition have been unable to make any serious impression upon them. The Premier has shown great tact in managing the House, and has earned the respect of both sides by his fairness and moderation. The Colonial Treasurer delivered his financial statement, which was received with general approval, and the estimates have been passed with very few alterations. The Representation Bill occupied a considerable portion of the time of the House, and after a long and animated discussion it was finally passed in committee. Several private members' bills have been introduced, but few of them are likely to become law this session. bbox=[11, 168, 143, 287]
ad-signature: F. GRANT, Parish street, Ferry road. bbox=[997, 268, 1081, 274]
ad-subtitle: PRICE LIST FOR SEPTEMBER. bbox=[1003, 294, 1075, 300]
ad-title: DRESSMAKING. bbox=[739, 29, 805, 37]
story-body-repeat: Jack made no answer. He was busy turning the boat's head round, and a sea on his side gave a warning as to what might follow. The fishermen were growing anxious now, and all eyes were turned to the shore. Presently they reached the shelter of the rocks, and Jack jumped out, followed by the others, and they hauled the boat up upon the beach. The old man watched them from the door of his cottage, and when they came up he asked them what luck they had had. Jack told him, and the old man shook his head and said that the weather was changing and that there would be a storm before morning. They all went into the cottage and sat round the fire, and the old man told them stories of the wrecks that had happened upon that coast in his young days, when the lighthouse was not yet built and the ships came ashore in the dark. bbox=[150, 869, 282, 947]
article-body: charge of dishonesty; also as to the alleged misrepresentation of the church statistics. Mr Stewart replied in detail, and he maintained that the complaint should be dismissed as unfounded. After considerable discussion the Presbytery resolved that the charge was not proven, and the matter was allowed to drop. The Presbytery then adjourned until the following Tuesday. bbox=[150, 28, 282, 64]
masthead: THE GLOBE, TUESDAY, SEPTEMBER 20, 1881. bbox=[10, 2, 1104, 25]
ad-title: NEW SPRING GOODS, bbox=[979, 49, 1099, 60]
article-byline: [FROM THE SPECIAL CORRESPONDENT OF THE GLOBE.] bbox=[18, 38, 136, 50]
ad-body: CHRISTCHURCH AGENTS: THOMAS GOODMAN, Wholesale and Retail Grocer, Colombo street; DAVID STRANAGHAN, Family Grocer and Merchant, Victoria street. bbox=[845, 569, 968, 590]
story-body-repeat: progress, they were now being carried along at their former speed. Jack saw that the lights were growing dim, and the sound of the breakers was louder. He took the helm and steered straight for the harbour mouth, and after a hard struggle they got safely in. The girl was lying in the bottom of the boat, and when they landed Jack carried her up to the cottage. Nobody could tell who she was or where she had come from, but she was taken in and cared for, and in a few days she was able to tell her own story. bbox=[289, 489, 421, 536]
ad-subtitle: WHOLESALE AND RETAIL bbox=[454, 91, 673, 106]
ad-subtitle: ANTI - LANCET, bbox=[462, 517, 527, 526]
ads-left bbox=[428, 350, 561, 641]
ad-footer: Goods delivered free. bbox=[1014, 548, 1064, 554]
divider bbox=[706, 57, 838, 58]
ad-title: DR. ROOKE'S bbox=[461, 414, 527, 425]
divider bbox=[845, 251, 968, 252]
ad-list-heading: A LARGE ASSORTMENT OF bbox=[530, 218, 597, 224]
column-2 bbox=[147, 28, 286, 1358]
article-heading: PARLIAMENTARY GOSSIP. bbox=[24, 29, 130, 37]
article-body-repeat: The events of the past fortnight have certainly been more unanimous than they were at the commencement of the session, but they have not been of a character that will either cast reproach or add lustre upon either side. The debate on the Electoral Bill has been prolonged far beyond anything that was anticipated, and members are now anxious to get through the remaining business of the session with as little delay as possible. Sir George Grey has been very active in the House, and has spoken on almost every question that has come before it. The Government have been successful in carrying most of their measures, and the Opposition have been unable to make any serious impression upon them. The Premier has shown great tact in managing the House, and has earned the respect of both sides by his fairness and moderation. The Colonial Treasurer delivered his financial statement, which was received with general approval, and the estimates have been passed with very few alterations. The Representation Bill occupied a considerable portion of the time of the House, and after a long and animated discussion it was finally passed in committee. Several private members' bills have been introduced, but few of them are likely to become law this session. bbox=[11, 286, 143, 405]
ad-title-twentyman: TWENTYMAN AND COUSIN, bbox=[447, 36, 680, 88]
ad-body-repeat: HAVE much pleasure in submitting the following low quotations from their Monthly Price List:— Flour, Sugar, Tea, Coffee, Rice, Butter, Cheese, Oatmeal, Currants, Raisins, Candles, Soap, Kerosene, Tobacco, Jams, Pickles, Sauces and all kinds of Groceries at the lowest prices. Ham, Bacon, Salmon, Sardines, Biscuits. All goods delivered free in town. bbox=[706, 623, 838, 660]
divider bbox=[289, 651, 421, 652]
